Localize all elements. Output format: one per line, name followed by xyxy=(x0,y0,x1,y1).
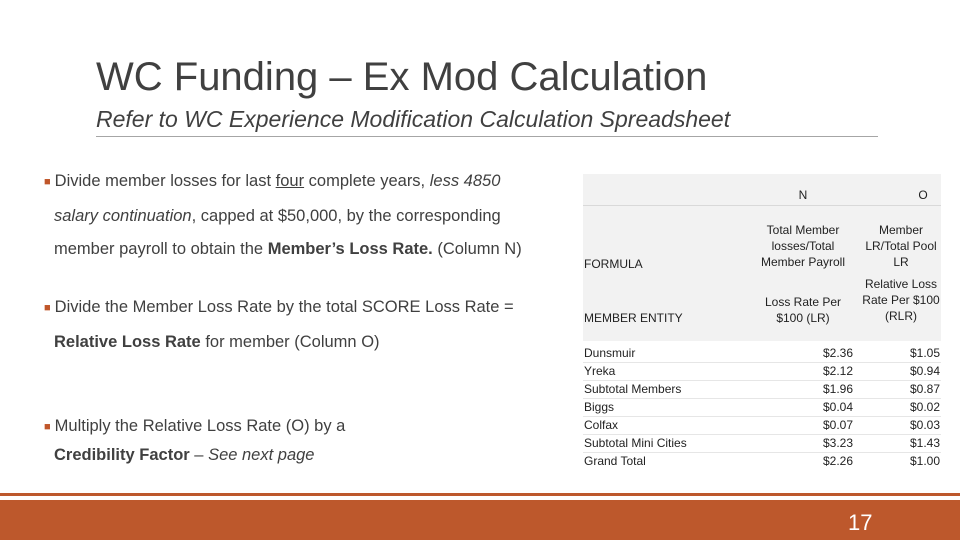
bullet-3-italic: See next page xyxy=(208,446,315,464)
row-n-value: $2.12 xyxy=(822,364,853,378)
entity-o-line: Relative Loss xyxy=(864,277,938,291)
formula-o xyxy=(851,222,951,270)
bullet-1-text-mid: complete years, xyxy=(304,172,430,190)
page-number: 17 xyxy=(848,510,873,535)
entity-n-line: $100 (LR) xyxy=(776,311,830,325)
table-row xyxy=(583,344,941,363)
bullet-1-line2: , capped at $50,000, by the corresponding xyxy=(191,207,501,225)
row-o-value: $1.00 xyxy=(909,454,940,468)
row-o-value: $1.43 xyxy=(909,436,940,450)
row-n-value: $2.26 xyxy=(822,454,853,468)
row-o-value: $0.87 xyxy=(909,382,940,396)
formula-n-line: Member Payroll xyxy=(760,255,846,269)
row-n-value: $1.96 xyxy=(822,382,853,396)
row-o-value: $0.03 xyxy=(909,418,940,432)
entity-o-line: (RLR) xyxy=(885,309,917,323)
bullet-2-text: Divide the Member Loss Rate by the total SCORE Loss Rate = xyxy=(54,298,514,316)
bullet-1 xyxy=(44,165,584,266)
formula-o-line: LR/Total Pool xyxy=(865,239,937,253)
footer-accent-line xyxy=(0,493,960,496)
formula-n xyxy=(748,222,858,270)
row-n-value: $3.23 xyxy=(822,436,853,450)
bullet-3-bold: Credibility Factor xyxy=(54,446,190,464)
bullet-2-line2: for member (Column O) xyxy=(200,333,380,351)
table-row xyxy=(583,362,941,381)
row-name: Biggs xyxy=(584,400,615,414)
row-name: Subtotal Mini Cities xyxy=(584,436,687,450)
entity-n xyxy=(748,294,858,326)
square-bullet-icon: ■ xyxy=(44,176,51,188)
row-o-value: $0.94 xyxy=(909,364,940,378)
table-row xyxy=(583,398,941,417)
footer-band xyxy=(0,500,960,540)
formula-o-line: Member xyxy=(878,223,923,237)
formula-label: FORMULA xyxy=(584,257,643,271)
bullet-1-italic: less 4850 xyxy=(429,172,501,190)
row-o-value: $0.02 xyxy=(909,400,940,414)
square-bullet-icon: ■ xyxy=(44,302,51,314)
title-divider xyxy=(96,136,878,137)
entity-o xyxy=(851,276,951,324)
square-bullet-icon: ■ xyxy=(44,421,51,433)
formula-n-line: Total Member xyxy=(766,223,840,237)
slide-title: WC Funding – Ex Mod Calculation xyxy=(96,55,708,99)
bullet-3 xyxy=(44,413,584,469)
row-n-value: $0.07 xyxy=(822,418,853,432)
bullet-2-bold: Relative Loss Rate xyxy=(54,333,201,351)
table-row xyxy=(583,452,941,470)
row-name: Colfax xyxy=(584,418,619,432)
entity-n-line: Loss Rate Per xyxy=(764,295,842,309)
row-name: Subtotal Members xyxy=(584,382,682,396)
formula-o-line: LR xyxy=(893,255,909,269)
bullet-2 xyxy=(44,291,584,359)
row-name: Dunsmuir xyxy=(584,346,636,360)
row-o-value: $1.05 xyxy=(909,346,940,360)
column-o-header: O xyxy=(918,188,928,202)
bullet-1-line2-italic: salary continuation xyxy=(54,207,192,225)
bullet-1-line3-post: (Column N) xyxy=(432,240,522,258)
bullet-1-line3-bold: Member’s Loss Rate. xyxy=(267,240,433,258)
bullet-1-underlined: four xyxy=(275,172,305,190)
table-row xyxy=(583,416,941,435)
bullet-3-dash: – xyxy=(189,446,209,464)
header-divider xyxy=(583,205,941,206)
row-name: Yreka xyxy=(584,364,616,378)
table-row xyxy=(583,434,941,453)
bullet-3-text: Multiply the Relative Loss Rate (O) by a xyxy=(54,417,346,435)
slide-subtitle: Refer to WC Experience Modification Calculation Spreadsheet xyxy=(96,106,731,132)
row-n-value: $2.36 xyxy=(822,346,853,360)
bullet-1-line3: member payroll to obtain the xyxy=(54,240,268,258)
table-row xyxy=(583,380,941,399)
row-name: Grand Total xyxy=(584,454,646,468)
member-entity-label: MEMBER ENTITY xyxy=(584,311,683,325)
column-n-header: N xyxy=(798,188,808,202)
row-n-value: $0.04 xyxy=(822,400,853,414)
bullet-1-text: Divide member losses for last xyxy=(54,172,276,190)
formula-n-line: losses/Total xyxy=(771,239,835,253)
entity-o-line: Rate Per $100 xyxy=(862,293,940,307)
